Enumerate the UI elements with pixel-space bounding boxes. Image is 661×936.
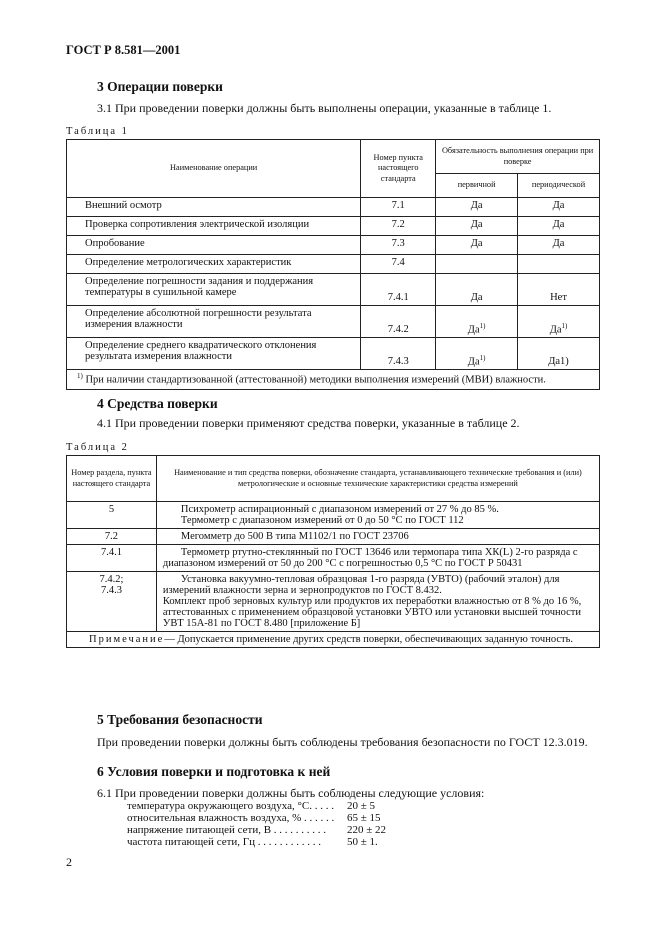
section-4-title: 4 Средства поверки xyxy=(97,396,218,411)
footnote-mark: 1) xyxy=(77,372,83,380)
section-6-title: 6 Условия поверки и подготовка к ней xyxy=(97,764,331,779)
section-5-title: 5 Требования безопасности xyxy=(97,712,263,727)
condition-label: температура окружающего воздуха, °С. . . . . xyxy=(127,800,334,812)
t1-periodic: Да xyxy=(518,198,600,217)
t1-header-operation: Наименование операции xyxy=(67,140,361,198)
t1-primary: Да xyxy=(436,198,518,217)
t1-item: 7.4 xyxy=(361,255,436,274)
t1-item: 7.1 xyxy=(361,198,436,217)
table-row: Определение среднего квадратического отклонения результата измерения влажности xyxy=(67,338,361,370)
condition-value: 50 ± 1. xyxy=(347,836,378,848)
t2-line: Комплект проб зерновых культур или продуктов их переработки влажностью от 8 % до 16 %, аттестованных с применением образцовой установки УВТО или установки высшей точности УВТ 15А-81 по ГОСТ 8.480 [приложение Б] xyxy=(162,596,582,629)
standard-header: ГОСТ Р 8.581—2001 xyxy=(66,43,181,57)
t1-footnote xyxy=(67,370,600,390)
t1-primary xyxy=(436,338,518,370)
t1-item: 7.4.3 xyxy=(361,338,436,370)
t1-header-item: Номер пункта настоящего стандарта xyxy=(361,140,436,198)
table-1 xyxy=(66,139,600,390)
t1-primary: Да xyxy=(436,274,518,306)
page-number: 2 xyxy=(66,855,72,869)
list-item xyxy=(127,836,386,848)
t1-primary-value: Да xyxy=(467,356,480,367)
section-3-title: 3 Операции поверки xyxy=(97,79,223,94)
t2-section: 7.2 xyxy=(67,529,157,545)
table-row: Проверка сопротивления электрической изоляции xyxy=(67,217,361,236)
t1-item: 7.4.2 xyxy=(361,306,436,338)
condition-value: 20 ± 5 xyxy=(347,800,376,812)
t2-line: Термометр ртутно-стеклянный по ГОСТ 13646 или термопара типа ХК(L) 2-го разряда с диапазоном измерений от 50 до 200 °С с погрешностью 0,5 °С по ГОСТ Р 50431 xyxy=(162,547,578,569)
t1-periodic: Да1) xyxy=(518,338,600,370)
t1-periodic: Нет xyxy=(518,274,600,306)
t1-periodic xyxy=(518,255,600,274)
t1-header-periodic: периодической xyxy=(518,174,600,198)
note-text: — Допускается применение других средств поверки, обеспечивающих заданную точность. xyxy=(164,634,573,645)
t1-primary: Да xyxy=(436,236,518,255)
table-1-caption: Таблица 1 xyxy=(66,126,129,137)
t2-line: Термометр с диапазоном измерений от 0 до 50 °С по ГОСТ 112 xyxy=(180,515,464,526)
table-2-caption: Таблица 2 xyxy=(66,442,129,453)
table-row: Внешний осмотр xyxy=(67,198,361,217)
section-5-paragraph: При проведении поверки должны быть соблюдены требования безопасности по ГОСТ 12.3.019. xyxy=(97,735,588,749)
t2-line: Мегомметр до 500 В типа М1102/1 по ГОСТ 23706 xyxy=(180,531,409,542)
table-row: Определение абсолютной погрешности результата измерения влажности xyxy=(67,306,361,338)
footnote-mark: 1) xyxy=(479,321,486,330)
section-6-paragraph: 6.1 При проведении поверки должны быть соблюдены следующие условия: xyxy=(97,786,485,800)
t1-periodic: Да xyxy=(518,217,600,236)
list-item xyxy=(127,812,386,824)
t2-section: 7.4.1 xyxy=(67,545,157,572)
t2-line: Психрометр аспирационный с диапазоном измерений от 27 % до 85 %. xyxy=(180,504,499,515)
table-row xyxy=(156,572,599,632)
condition-value: 220 ± 22 xyxy=(347,824,387,836)
section-4-paragraph: 4.1 При проведении поверки применяют средства поверки, указанные в таблице 2. xyxy=(97,416,520,430)
table-2 xyxy=(66,455,600,648)
t2-header-means: Наименование и тип средства поверки, обозначение стандарта, устанавливающего технические требования и (или) метрологические и основные технические характеристики средства измерений xyxy=(156,456,599,502)
footnote-mark: 1) xyxy=(479,353,486,362)
t1-primary xyxy=(436,255,518,274)
t1-periodic xyxy=(518,306,600,338)
table-row: Опробование xyxy=(67,236,361,255)
conditions-list xyxy=(127,800,386,848)
footnote-text: При наличии стандартизованной (аттестованной) методики выполнения измерений (МВИ) влажности. xyxy=(85,374,546,386)
t1-primary: Да xyxy=(436,217,518,236)
condition-label: напряжение питающей сети, В . . . . . . . . . . xyxy=(127,824,327,836)
t2-section: 5 xyxy=(67,502,157,529)
footnote-mark: 1) xyxy=(561,321,568,330)
condition-value: 65 ± 15 xyxy=(347,812,381,824)
table-row xyxy=(156,545,599,572)
table-row: Определение погрешности задания и поддержания температуры в сушильной камере xyxy=(67,274,361,306)
table-row xyxy=(156,502,599,529)
t1-item: 7.2 xyxy=(361,217,436,236)
t1-primary xyxy=(436,306,518,338)
t1-periodic-value: Да xyxy=(549,324,562,335)
t2-line: Установка вакуумно-тепловая образцовая 1-го разряда (УВТО) (рабочий эталон) для измерений влажности зерна и зернопродуктов по ГОСТ 8.432. xyxy=(162,574,560,596)
t1-periodic: Да xyxy=(518,236,600,255)
condition-label: относительная влажность воздуха, % . . . . . . xyxy=(127,812,335,824)
note-label: Примечание xyxy=(89,634,165,645)
t2-section: 7.4.2; 7.4.3 xyxy=(67,572,157,632)
list-item xyxy=(127,824,386,836)
table-row xyxy=(156,529,599,545)
table-row: Определение метрологических характеристик xyxy=(67,255,361,274)
t1-primary-value: Да xyxy=(467,324,480,335)
t1-item: 7.3 xyxy=(361,236,436,255)
t2-header-section: Номер раздела, пункта настоящего стандарта xyxy=(67,456,157,502)
condition-label: частота питающей сети, Гц . . . . . . . . . . . . xyxy=(127,836,322,848)
t2-note xyxy=(67,632,600,648)
list-item xyxy=(127,800,386,812)
t1-item: 7.4.1 xyxy=(361,274,436,306)
section-3-paragraph: 3.1 При проведении поверки должны быть выполнены операции, указанные в таблице 1. xyxy=(97,101,552,115)
t1-header-primary: первичной xyxy=(436,174,518,198)
t1-header-mandatory: Обязательность выполнения операции при поверке xyxy=(436,140,600,174)
